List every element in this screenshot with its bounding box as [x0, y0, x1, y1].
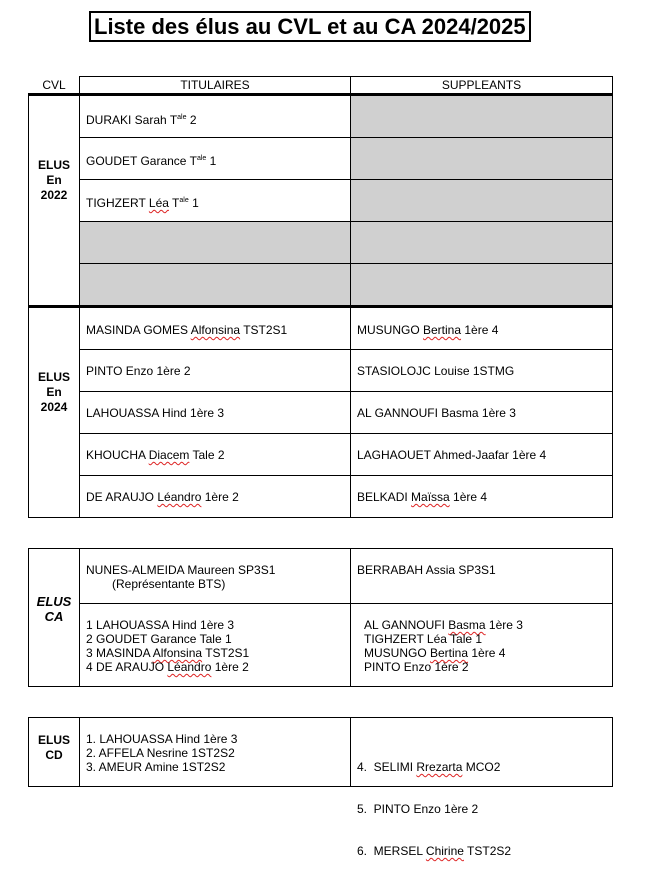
page-title: Liste des élus au CVL et au CA 2024/2025	[89, 11, 531, 42]
list-item: AL GANNOUFI Basma 1ère 3	[364, 618, 523, 632]
list-item: 4. SELIMI Rrezarta MCO2	[357, 760, 501, 774]
titulaire-2022-1: DURAKI Sarah $T^{ale}$ 2	[86, 113, 197, 127]
ca-titulaires-list	[86, 618, 249, 674]
titulaire-2022-cell-5	[79, 263, 351, 307]
titulaire-2024-3: LAHOUASSA Hind 1ère 3	[86, 406, 225, 420]
titulaire-2024-4: KHOUCHA Diacem Tale 2	[86, 448, 225, 462]
titulaire-2024-5: DE ARAUJO Léandro 1ère 2	[86, 490, 239, 504]
suppleant-2024-4: LAGHAOUET Ahmed-Jaafar 1ère 4	[357, 448, 547, 462]
cd-titulaires-list	[86, 732, 237, 774]
group-2024-label: ELUS En 2024	[37, 370, 70, 414]
list-item: 1. LAHOUASSA Hind 1ère 3	[86, 732, 238, 746]
suppleant-2022-cell-2	[350, 137, 613, 180]
titulaire-2024-1: MASINDA GOMES Alfonsina TST2S1	[86, 323, 288, 337]
cd-suppleants-list	[357, 732, 511, 886]
header-suppleants: SUPPLEANTS	[441, 78, 522, 92]
ca-titulaire-bts: NUNES-ALMEIDA Maureen SP3S1 (Représentante BTS)	[86, 563, 276, 591]
suppleant-2024-1: MUSUNGO Bertina 1ère 4	[357, 323, 499, 337]
list-item: 2. AFFELA Nesrine 1ST2S2	[86, 746, 235, 760]
list-item: 2 GOUDET Garance Tale 1	[86, 632, 232, 646]
suppleant-2022-cell-4	[350, 221, 613, 264]
list-item: 3. AMEUR Amine 1ST2S2	[86, 760, 226, 774]
suppleant-2022-cell-5	[350, 263, 613, 307]
header-cvl: CVL	[42, 78, 66, 92]
list-item: MUSUNGO Bertina 1ère 4	[364, 646, 506, 660]
group-2022-label: ELUS En 2022	[37, 158, 70, 202]
list-item: PINTO Enzo 1ère 2	[364, 660, 469, 674]
suppleant-2024-5: BELKADI Maïssa 1ère 4	[357, 490, 488, 504]
list-item: 3 MASINDA Alfonsina TST2S1	[86, 646, 250, 660]
titulaire-2022-cell-4	[79, 221, 351, 264]
list-item: 4 DE ARAUJO Léandro 1ère 2	[86, 660, 249, 674]
titulaire-2022-2: GOUDET Garance $T^{ale}$ 1	[86, 154, 217, 168]
cd-label: ELUS CD	[37, 733, 70, 762]
ca-label: ELUS CA	[36, 594, 72, 624]
suppleant-2022-cell-1	[350, 95, 613, 138]
titulaire-2024-2: PINTO Enzo 1ère 2	[86, 364, 191, 378]
list-item: TIGHZERT Léa Tale 1	[364, 632, 483, 646]
suppleant-2024-3: AL GANNOUFI Basma 1ère 3	[357, 406, 516, 420]
header-titulaires: TITULAIRES	[180, 78, 250, 92]
titulaire-2022-3: TIGHZERT Léa $T^{ale}$ 1	[86, 196, 199, 210]
list-item: 6. MERSEL Chirine TST2S2	[357, 844, 512, 858]
suppleant-2024-2: STASIOLOJC Louise 1STMG	[357, 364, 515, 378]
list-item: 1 LAHOUASSA Hind 1ère 3	[86, 618, 235, 632]
ca-suppleants-list	[364, 618, 523, 674]
list-item: 5. PINTO Enzo 1ère 2	[357, 802, 479, 816]
suppleant-2022-cell-3	[350, 179, 613, 222]
ca-suppleant-bts: BERRABAH Assia SP3S1	[357, 563, 496, 577]
